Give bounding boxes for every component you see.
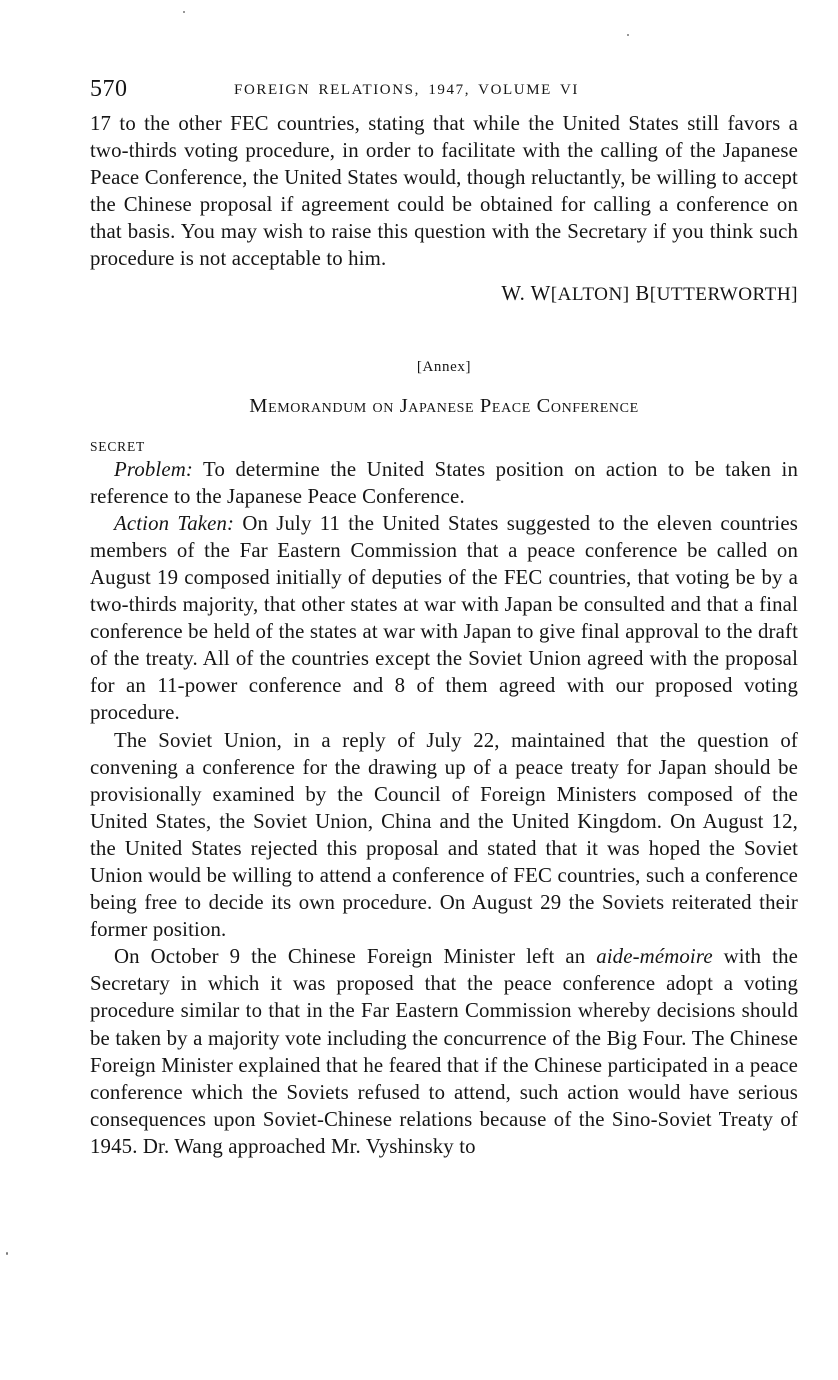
signature-w: W. W (501, 281, 551, 305)
scan-speck (6, 1252, 8, 1255)
opening-paragraph: 17 to the other FEC countries, stating that while the United States still favors a two-thirds voting procedure, in order to facilitate with the calling of the Japanese Peace Conference, the United States would, though reluctantly, be willing to accept the Chinese proposal if agreement could be obtained for calling a conference on that basis. You may wish to raise this question with the Secretary if you think such procedure is not acceptable to him. (90, 112, 798, 271)
memorandum-title: Memorandum on Japanese Peace Conference (249, 394, 639, 417)
problem-label: Problem: (114, 457, 193, 481)
annex-label: [Annex] (416, 358, 472, 375)
signature-b: B (629, 281, 650, 305)
chinese-proposal-text-start: On October 9 the Chinese Foreign Minister left an (114, 945, 597, 969)
aide-memoire-term: aide-mémoire (596, 945, 713, 969)
problem-paragraph (90, 456, 798, 510)
running-head (90, 76, 798, 110)
soviet-reply-paragraph: The Soviet Union, in a reply of July 22, maintained that the question of convening a conference for the drawing up of a peace treaty for Japan should be provisionally examined by the Council of Foreign Ministers composed of the United States, the Soviet Union, China and the United Kingdom. On August 12, the United States rejected this proposal and stated that it was hoped the Soviet Union would be willing to attend a conference of FEC countries, such a conference being free to decide its own procedure. On August 29 the Soviets reiterated their former position. (90, 728, 798, 942)
page-number: 570 (90, 76, 128, 102)
signature-alton: [ALTON] (550, 283, 630, 305)
scan-speck (627, 34, 629, 36)
signature-utterworth: [UTTERWORTH] (649, 283, 798, 305)
problem-text: To determine the United States position on action to be taken in reference to the Japanese Peace Conference. (90, 457, 798, 508)
document-page (90, 76, 798, 1160)
running-head-title: FOREIGN RELATIONS, 1947, VOLUME VI (234, 82, 580, 98)
scan-speck (183, 11, 185, 13)
action-taken-text: On July 11 the United States suggested to the eleven countries members of the Far Eastern Commission that a peace conference be called on August 19 composed initially of deputies of the FEC countries, that voting be by a two-thirds majority, that other states at war with Japan be consulted and that a final conference be held of the states at war with Japan to give final approval to the draft of the treaty. All of the countries except the Soviet Union agreed with the proposal for an 11-power conference and 8 of them agreed with our proposed voting procedure. (90, 511, 798, 725)
action-taken-paragraph (90, 510, 798, 727)
action-taken-label: Action Taken: (114, 511, 235, 535)
chinese-proposal-text-end: with the Secretary in which it was proposed that the peace conference adopt a voting procedure similar to that in the Far Eastern Commission whereby decisions should be taken by a majority vote including the concurrence of the Big Four. The Chinese Foreign Minister explained that he feared that if the Chinese participated in a peace conference which the Soviets refused to attend, such action would have serious consequences upon Soviet-Chinese relations because of the Sino-Soviet Treaty of 1945. Dr. Wang approached Mr. Vyshinsky to (90, 945, 798, 1158)
classification-label: SECRET (90, 438, 146, 454)
signature (90, 280, 798, 308)
chinese-proposal-paragraph (90, 943, 798, 1160)
